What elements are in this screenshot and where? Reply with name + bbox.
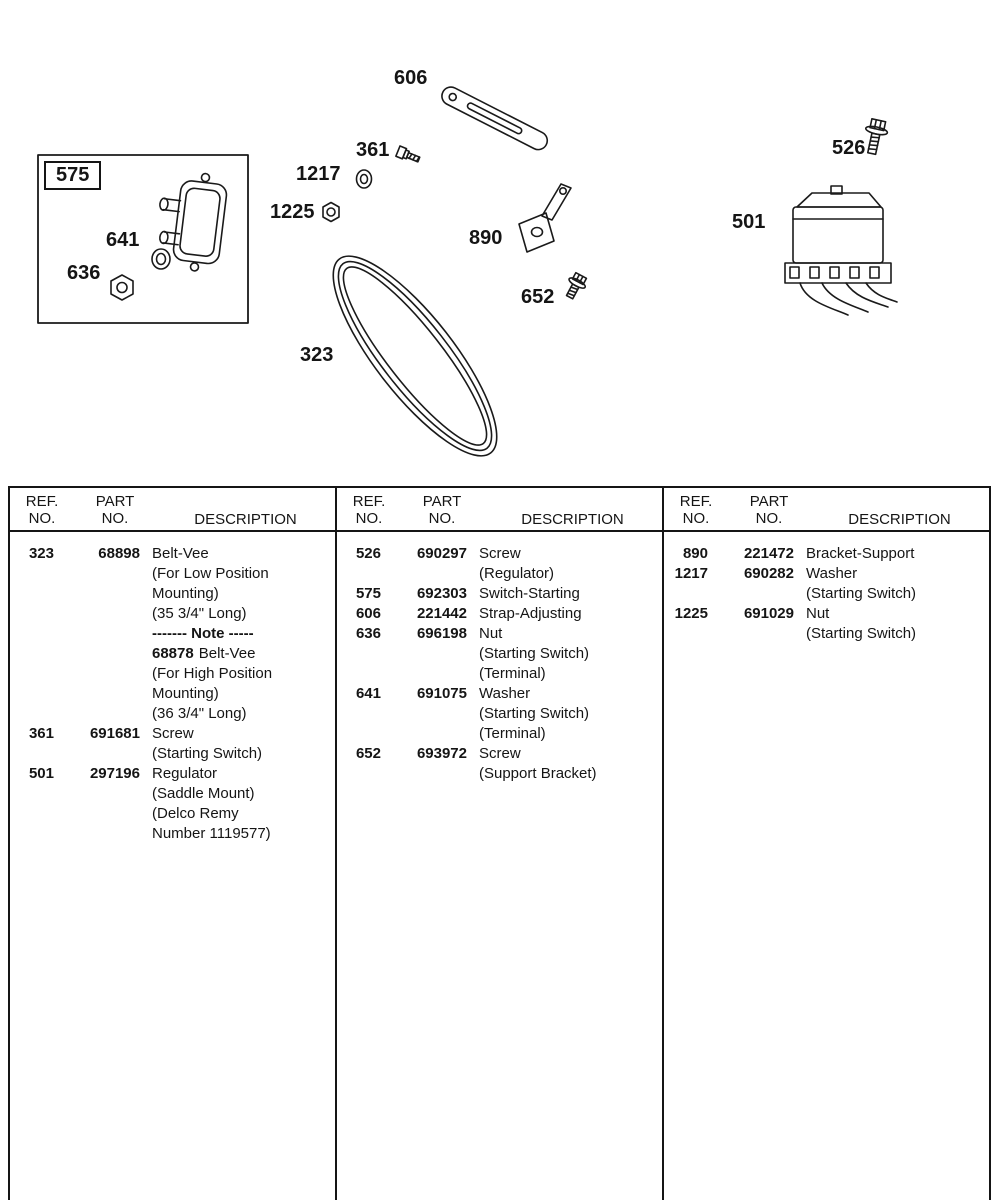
table-row	[10, 624, 331, 644]
washer-1217-illustration	[357, 170, 372, 188]
part-no	[54, 824, 140, 844]
ref-no	[10, 704, 54, 724]
table-row	[664, 604, 985, 624]
description: (Terminal)	[479, 725, 546, 742]
part-no	[381, 564, 467, 584]
part-no	[708, 624, 794, 644]
ref-no: 890	[682, 545, 708, 562]
part-no: 692303	[416, 585, 467, 602]
ref-no: 1225	[674, 605, 708, 622]
ref-no: 526	[355, 545, 381, 562]
table-row	[10, 764, 331, 784]
ref-no: 501	[28, 765, 54, 782]
table-row	[337, 624, 658, 644]
description: Regulator	[152, 765, 218, 782]
column-body	[10, 532, 335, 844]
part-no-header: PART NO.	[422, 493, 462, 527]
ref-no	[10, 644, 54, 664]
callout-bracket: 890	[469, 227, 503, 249]
table-row	[10, 744, 331, 764]
description-header: DESCRIPTION	[194, 511, 297, 528]
table-row	[337, 744, 658, 764]
ref-no-header: REF. NO.	[679, 493, 713, 527]
table-row	[337, 564, 658, 584]
description-header: DESCRIPTION	[848, 511, 951, 528]
table-row	[10, 684, 331, 704]
description: Number 1119577)	[152, 825, 271, 842]
callout-screw-support: 652	[521, 286, 555, 308]
regulator-illustration	[785, 186, 897, 315]
ref-no: 1217	[674, 565, 708, 582]
ref-no	[337, 724, 381, 744]
callout-screw-switch: 361	[356, 139, 390, 161]
description: (Delco Remy	[152, 805, 239, 822]
ref-no: 323	[28, 545, 54, 562]
table-row	[10, 544, 331, 564]
part-no: 68898	[98, 545, 140, 562]
part-no	[54, 604, 140, 624]
table-row	[664, 544, 985, 564]
belt-illustration	[309, 235, 522, 477]
bracket-illustration	[519, 184, 571, 252]
nut-636-illustration	[111, 275, 133, 300]
part-no-header: PART NO.	[95, 493, 135, 527]
ref-no-header: REF. NO.	[25, 493, 59, 527]
ref-no	[664, 584, 708, 604]
ref-no	[10, 804, 54, 824]
table-column	[664, 488, 989, 1200]
description: (Terminal)	[479, 665, 546, 682]
callout-screw-regulator: 526	[832, 137, 866, 159]
table-row	[10, 664, 331, 684]
column-header	[664, 488, 989, 532]
table-row	[664, 624, 985, 644]
description: (36 3/4" Long)	[152, 705, 247, 722]
table-row	[337, 584, 658, 604]
table-row	[337, 704, 658, 724]
table-column	[10, 488, 337, 1200]
part-no	[381, 704, 467, 724]
ref-no	[337, 704, 381, 724]
description: Washer	[479, 685, 531, 702]
description: (For High Position	[152, 665, 273, 682]
screw-361-illustration	[396, 146, 421, 165]
description: Screw	[479, 745, 521, 762]
part-no	[381, 764, 467, 784]
description: (Starting Switch)	[479, 705, 590, 722]
part-no: 693972	[416, 745, 467, 762]
ref-no	[664, 624, 708, 644]
washer-641-illustration	[152, 249, 170, 269]
description: (Starting Switch)	[479, 645, 590, 662]
description: Mounting)	[152, 585, 219, 602]
part-no	[54, 684, 140, 704]
part-no	[54, 584, 140, 604]
table-row	[10, 584, 331, 604]
ref-no: 575	[355, 585, 381, 602]
description: Nut	[806, 605, 830, 622]
callout-belt: 323	[300, 344, 334, 366]
part-no: 297196	[89, 765, 140, 782]
callout-regulator: 501	[732, 211, 766, 233]
description: Belt-Vee	[152, 545, 209, 562]
callout-switch: 575	[44, 161, 101, 190]
strap-illustration	[439, 84, 551, 153]
nut-1225-illustration	[323, 203, 339, 222]
callout-nut-switch: 1225	[270, 201, 315, 223]
ref-no	[337, 764, 381, 784]
table-row	[337, 724, 658, 744]
ref-no	[10, 664, 54, 684]
table-row	[337, 684, 658, 704]
part-no: 690282	[743, 565, 794, 582]
column-body	[664, 532, 989, 644]
part-no	[54, 744, 140, 764]
ref-no-header: REF. NO.	[352, 493, 386, 527]
part-no: 690297	[416, 545, 467, 562]
table-row	[10, 564, 331, 584]
description: (Starting Switch)	[152, 745, 263, 762]
part-no: 696198	[416, 625, 467, 642]
table-row	[337, 644, 658, 664]
description: (Regulator)	[479, 565, 555, 582]
ref-no	[10, 784, 54, 804]
ref-no	[10, 604, 54, 624]
table-row	[10, 784, 331, 804]
description: (Support Bracket)	[479, 765, 597, 782]
table-row	[664, 584, 985, 604]
ref-no	[10, 584, 54, 604]
starting-switch-illustration	[152, 168, 228, 273]
table-row	[664, 564, 985, 584]
part-no	[381, 664, 467, 684]
description: Screw	[152, 725, 194, 742]
description-header: DESCRIPTION	[521, 511, 624, 528]
table-row	[337, 544, 658, 564]
column-header	[337, 488, 662, 532]
part-no: 691681	[89, 725, 140, 742]
part-no: 691029	[743, 605, 794, 622]
description: Screw	[479, 545, 521, 562]
ref-no	[337, 564, 381, 584]
callout-strap: 606	[394, 67, 428, 89]
table-row	[10, 704, 331, 724]
ref-no	[10, 564, 54, 584]
part-no	[54, 624, 140, 644]
ref-no: 606	[355, 605, 381, 622]
callout-washer-switch: 1217	[296, 163, 341, 185]
part-no	[54, 704, 140, 724]
table-row	[337, 764, 658, 784]
description: Washer	[806, 565, 858, 582]
table-row	[10, 804, 331, 824]
part-no: 691075	[416, 685, 467, 702]
table-row	[10, 604, 331, 624]
ref-no	[337, 644, 381, 664]
callout-washer-terminal: 641	[106, 229, 140, 251]
description: Mounting)	[152, 685, 219, 702]
part-no	[54, 784, 140, 804]
description: Bracket-Support	[806, 545, 915, 562]
screw-652-illustration	[562, 271, 589, 301]
description: 68878 Belt-Vee	[152, 645, 256, 662]
table-row	[337, 664, 658, 684]
column-body	[337, 532, 662, 784]
description: (For Low Position	[152, 565, 269, 582]
table-column	[337, 488, 664, 1200]
description: (Saddle Mount)	[152, 785, 255, 802]
ref-no: 641	[355, 685, 381, 702]
table-row	[10, 644, 331, 664]
table-row	[10, 724, 331, 744]
description: (35 3/4" Long)	[152, 605, 247, 622]
description: (Starting Switch)	[806, 625, 917, 642]
part-no: 221442	[416, 605, 467, 622]
part-no	[54, 664, 140, 684]
part-no	[381, 644, 467, 664]
callout-nut-terminal: 636	[67, 262, 101, 284]
part-no	[54, 804, 140, 824]
ref-no	[10, 684, 54, 704]
description: Strap-Adjusting	[479, 605, 582, 622]
description: ------- Note -----	[152, 625, 254, 642]
part-no-header: PART NO.	[749, 493, 789, 527]
ref-no: 636	[355, 625, 381, 642]
ref-no: 361	[28, 725, 54, 742]
part-no	[54, 564, 140, 584]
ref-no	[10, 744, 54, 764]
description: Nut	[479, 625, 503, 642]
parts-diagram	[0, 0, 1000, 480]
part-no	[708, 584, 794, 604]
table-row	[10, 824, 331, 844]
ref-no	[337, 664, 381, 684]
ref-no	[10, 624, 54, 644]
ref-no	[10, 824, 54, 844]
description: (Starting Switch)	[806, 585, 917, 602]
column-header	[10, 488, 335, 532]
description: Switch-Starting	[479, 585, 580, 602]
part-no	[54, 644, 140, 664]
part-no: 221472	[743, 545, 794, 562]
table-row	[337, 604, 658, 624]
parts-table	[8, 486, 991, 1200]
part-no	[381, 724, 467, 744]
ref-no: 652	[355, 745, 381, 762]
